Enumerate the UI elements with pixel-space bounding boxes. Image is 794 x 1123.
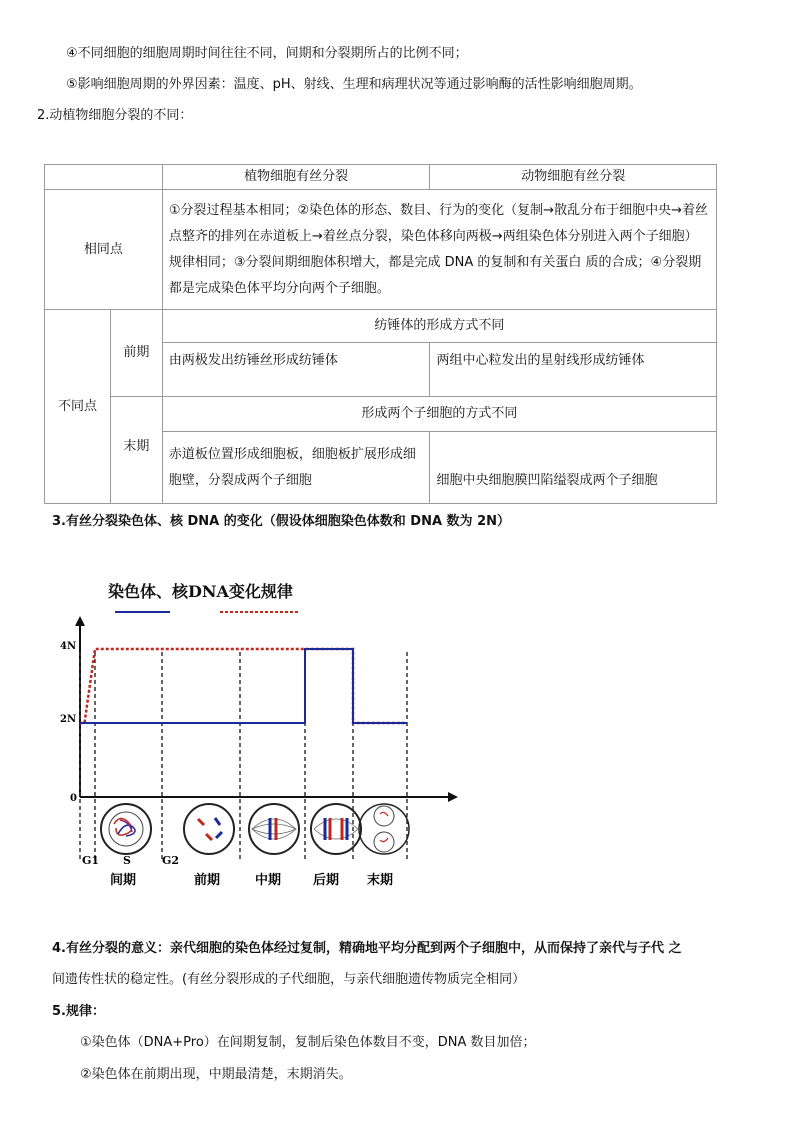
cell-interphase-image xyxy=(101,804,151,854)
phase-label-interphase: 间期 xyxy=(110,873,137,888)
chromosome-series-line xyxy=(80,649,407,723)
telophase-animal: 细胞中央细胞膜凹陷缢裂成两个子细胞 xyxy=(430,432,717,504)
x-tick-s: S xyxy=(123,854,131,867)
y-tick-0: 0 xyxy=(70,793,77,804)
chromosome-dna-chart xyxy=(60,572,470,892)
section4-cont: 间遗传性状的稳定性。(有丝分裂形成的子代细胞，与亲代细胞遗传物质完全相同） xyxy=(52,972,526,987)
intro-item-4: ④不同细胞的细胞周期时间往往不同，间期和分裂期所占的比例不同； xyxy=(66,46,468,61)
prophase-animal: 两组中心粒发出的星射线形成纺锤体 xyxy=(430,343,717,397)
section4-text xyxy=(52,940,682,958)
y-axis-arrow xyxy=(75,616,85,626)
y-tick-4n: 4N xyxy=(60,641,77,652)
dna-series-line xyxy=(80,649,407,723)
same-text: ①分裂过程基本相同；②染色体的形态、数目、行为的变化（复制→散乱分布于细胞中央→着丝点整齐的排列在赤道板上→着丝点分裂，染色体移向两极→两组染色体分别进入两个子细胞）规律相同；③分裂间期细胞体积增大，都是完成 DNA 的复制和有关蛋白 质的合成；④分裂期都是完成染色体平均分向两个子细胞。 xyxy=(162,190,716,310)
diff-label: 不同点 xyxy=(45,310,111,504)
rule-2: ②染色体在前期出现，中期最清楚，末期消失。 xyxy=(80,1067,352,1082)
rule-1: ①染色体（DNA+Pro）在间期复制，复制后染色体数目不变，DNA 数目加倍； xyxy=(80,1035,536,1050)
chart-title: 染色体、核DNA变化规律 xyxy=(108,582,293,601)
header-plant: 植物细胞有丝分裂 xyxy=(162,165,430,190)
cell-metaphase-image xyxy=(249,804,299,854)
header-animal: 动物细胞有丝分裂 xyxy=(430,165,717,190)
phase-label-anaphase: 后期 xyxy=(313,873,340,888)
section5-title: 5.规律： xyxy=(52,1004,105,1019)
section2-title: 2.动植物细胞分裂的不同： xyxy=(37,108,193,123)
cell-telophase-image xyxy=(359,804,409,854)
section4-line1: 4.有丝分裂的意义：亲代细胞的染色体经过复制，精确地平均分配到两个子细胞中，从而保持了亲代与子代 之 xyxy=(52,941,682,956)
x-tick-g2: G2 xyxy=(162,854,180,867)
intro-item-5: ⑤影响细胞周期的外界因素：温度、pH、射线、生理和病理状况等通过影响酶的活性影响细胞周期。 xyxy=(66,77,642,92)
x-tick-g1: G1 xyxy=(82,854,100,867)
same-label: 相同点 xyxy=(45,190,163,310)
prophase-label: 前期 xyxy=(110,310,162,397)
telophase-title: 形成两个子细胞的方式不同 xyxy=(162,397,716,432)
section3-title: 3.有丝分裂染色体、核 DNA 的变化（假设体细胞染色体数和 DNA 数为 2N） xyxy=(52,514,511,529)
telophase-label: 末期 xyxy=(110,397,162,504)
phase-label-prophase: 前期 xyxy=(194,873,221,888)
phase-label-telophase: 末期 xyxy=(367,873,394,888)
comparison-table xyxy=(44,164,717,504)
cell-prophase-image xyxy=(184,804,234,854)
telophase-plant: 赤道板位置形成细胞板，细胞板扩展形成细胞壁，分裂成两个子细胞 xyxy=(162,432,430,504)
table-corner-cell xyxy=(45,165,163,190)
x-axis-arrow xyxy=(448,792,458,802)
prophase-plant: 由两极发出纺锤丝形成纺锤体 xyxy=(162,343,430,397)
prophase-title: 纺锤体的形成方式不同 xyxy=(162,310,716,343)
y-tick-2n: 2N xyxy=(60,714,77,725)
phase-label-metaphase: 中期 xyxy=(255,873,282,888)
